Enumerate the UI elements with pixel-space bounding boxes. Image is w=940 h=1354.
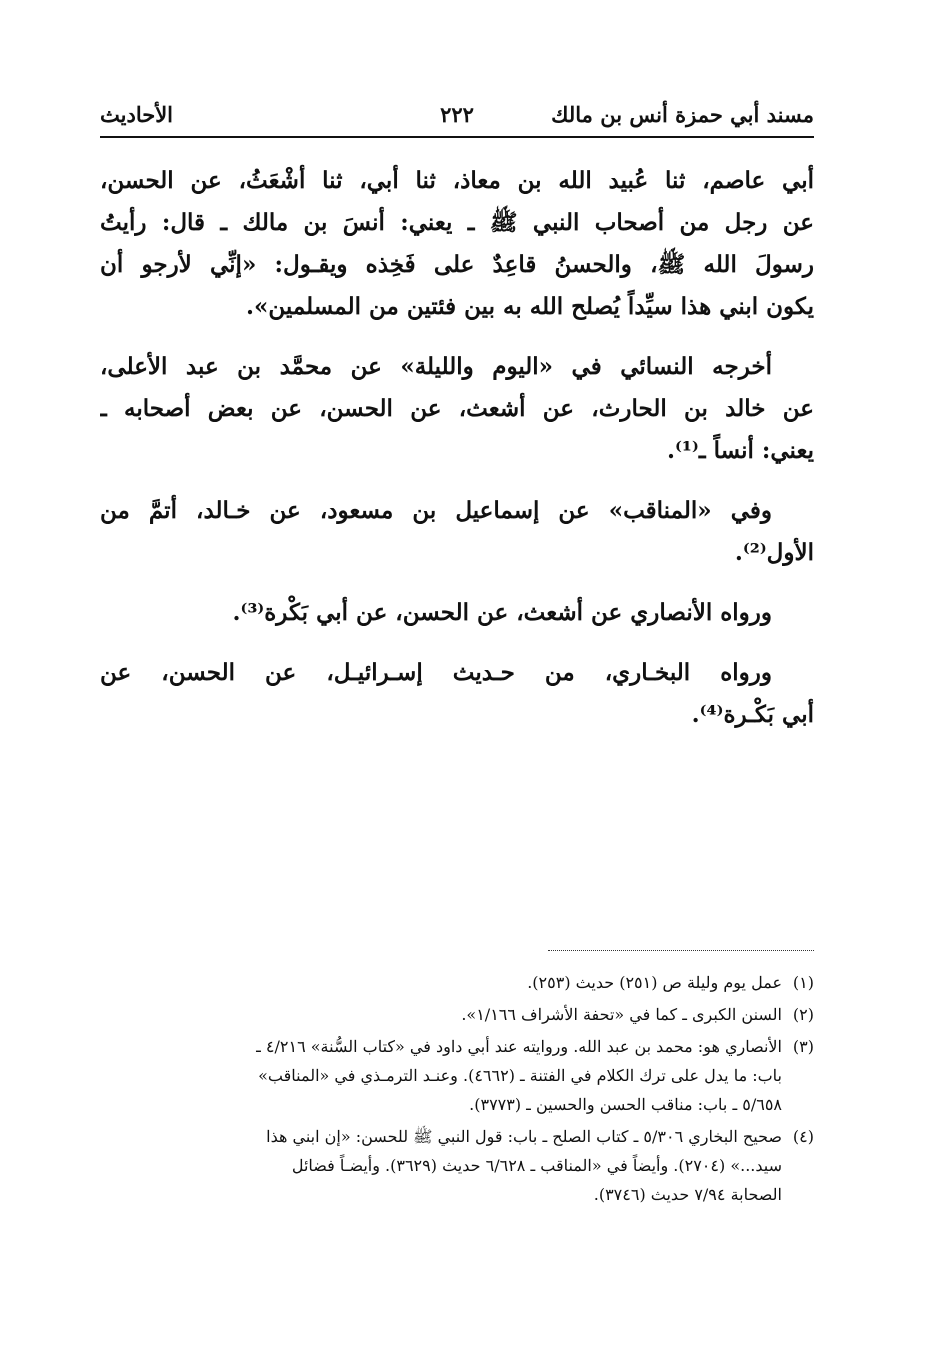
footnote-1 (100, 968, 814, 997)
main-text (100, 160, 814, 736)
page-number: ٢٢٢ (440, 102, 474, 127)
footnote-text: السنن الكبرى ـ كما في «تحفة الأشراف ١/١٦٦». (461, 1005, 782, 1024)
paragraph-ansari (100, 592, 814, 634)
text-line: ورواه الأنصاري عن أشعث، عن الحسن، عن أبي بَكْرة⁽³⁾. (232, 599, 772, 626)
footnote-text: عمل يوم وليلة ص (٢٥١) حديث (٢٥٣). (527, 973, 782, 992)
running-header (100, 96, 814, 136)
text-line: يعني: أنساً ـ⁽¹⁾. (667, 437, 814, 464)
text-line: يكون ابني هذا سيِّداً يُصلح الله به بين فئتين من المسلمين». (246, 293, 814, 320)
text-line: أبي عاصم، ثنا عُبيد الله بن معاذ، ثنا أبي، ثنا أشْعَثُ، عن الحسن، (100, 167, 814, 194)
text-line: وفي «المناقب» عن إسماعيل بن مسعود، عن خـالد، أتمَّ من (100, 497, 772, 524)
footnote-4 (100, 1122, 814, 1209)
footnote-number: (٢) (792, 1005, 814, 1024)
text-line: الأول⁽²⁾. (734, 539, 814, 566)
paragraph-hadith (100, 160, 814, 328)
text-line: عن خالد بن الحارث، عن أشعث، عن الحسن، عن بعض أصحابه ـ (100, 395, 814, 422)
text-line: أبي بَكْـرة⁽⁴⁾. (691, 701, 814, 728)
paragraph-bukhari (100, 652, 814, 736)
footnote-text: صحيح البخاري ٥/٣٠٦ ـ كتاب الصلح ـ باب: قول النبي ﷺ للحسن: «إن ابني هذا (266, 1127, 782, 1146)
book-title: مسند أبي حمزة أنس بن مالك (551, 102, 814, 127)
footnote-number: (٣) (792, 1037, 814, 1056)
text-line: ورواه البخـاري، من حـديث إسـرائيـل، عن الحسن، عن (100, 659, 772, 686)
footnote-2 (100, 1000, 814, 1029)
footnotes (100, 968, 814, 1209)
text-line: عن رجل من أصحاب النبي ﷺ ـ يعني: أنسَ بن مالك ـ قال: رأيتُ (100, 209, 814, 236)
footnote-3 (100, 1032, 814, 1119)
footnote-number: (١) (792, 973, 814, 992)
paragraph-nasai (100, 346, 814, 472)
text-line: رسولَ الله ﷺ، والحسنُ قاعِدٌ على فَخِذه ويقـول: «إنِّي لأرجو أن (100, 251, 814, 278)
footnote-text: سيد...» (٢٧٠٤). وأيضاً في «المناقب ـ ٦/٦٢٨ حديث (٣٦٢٩). وأيضـاً فضائل (291, 1156, 782, 1175)
text-line: أخرجه النسائي في «اليوم والليلة» عن محمَّد بن عبد الأعلى، (100, 353, 772, 380)
footnote-separator (548, 950, 814, 951)
footnote-text: باب: ما يدل على ترك الكلام في الفتنة ـ (٤٦٦٢). وعنـد الترمـذي في «المناقب» (258, 1066, 782, 1085)
footnote-text: ٥/٦٥٨ ـ باب: مناقب الحسن والحسين ـ (٣٧٧٣). (469, 1095, 782, 1114)
footnote-text: الأنصاري هو: محمد بن عبد الله. وروايته عند أبي داود في «كتاب السُّنة» ٤/٢١٦ ـ (256, 1037, 782, 1056)
header-rule (100, 136, 814, 138)
footnote-text: الصحابة ٧/٩٤ حديث (٣٧٤٦). (593, 1185, 782, 1204)
footnote-number: (٤) (792, 1127, 814, 1146)
paragraph-manaqib (100, 490, 814, 574)
section-title: الأحاديث (100, 102, 174, 127)
